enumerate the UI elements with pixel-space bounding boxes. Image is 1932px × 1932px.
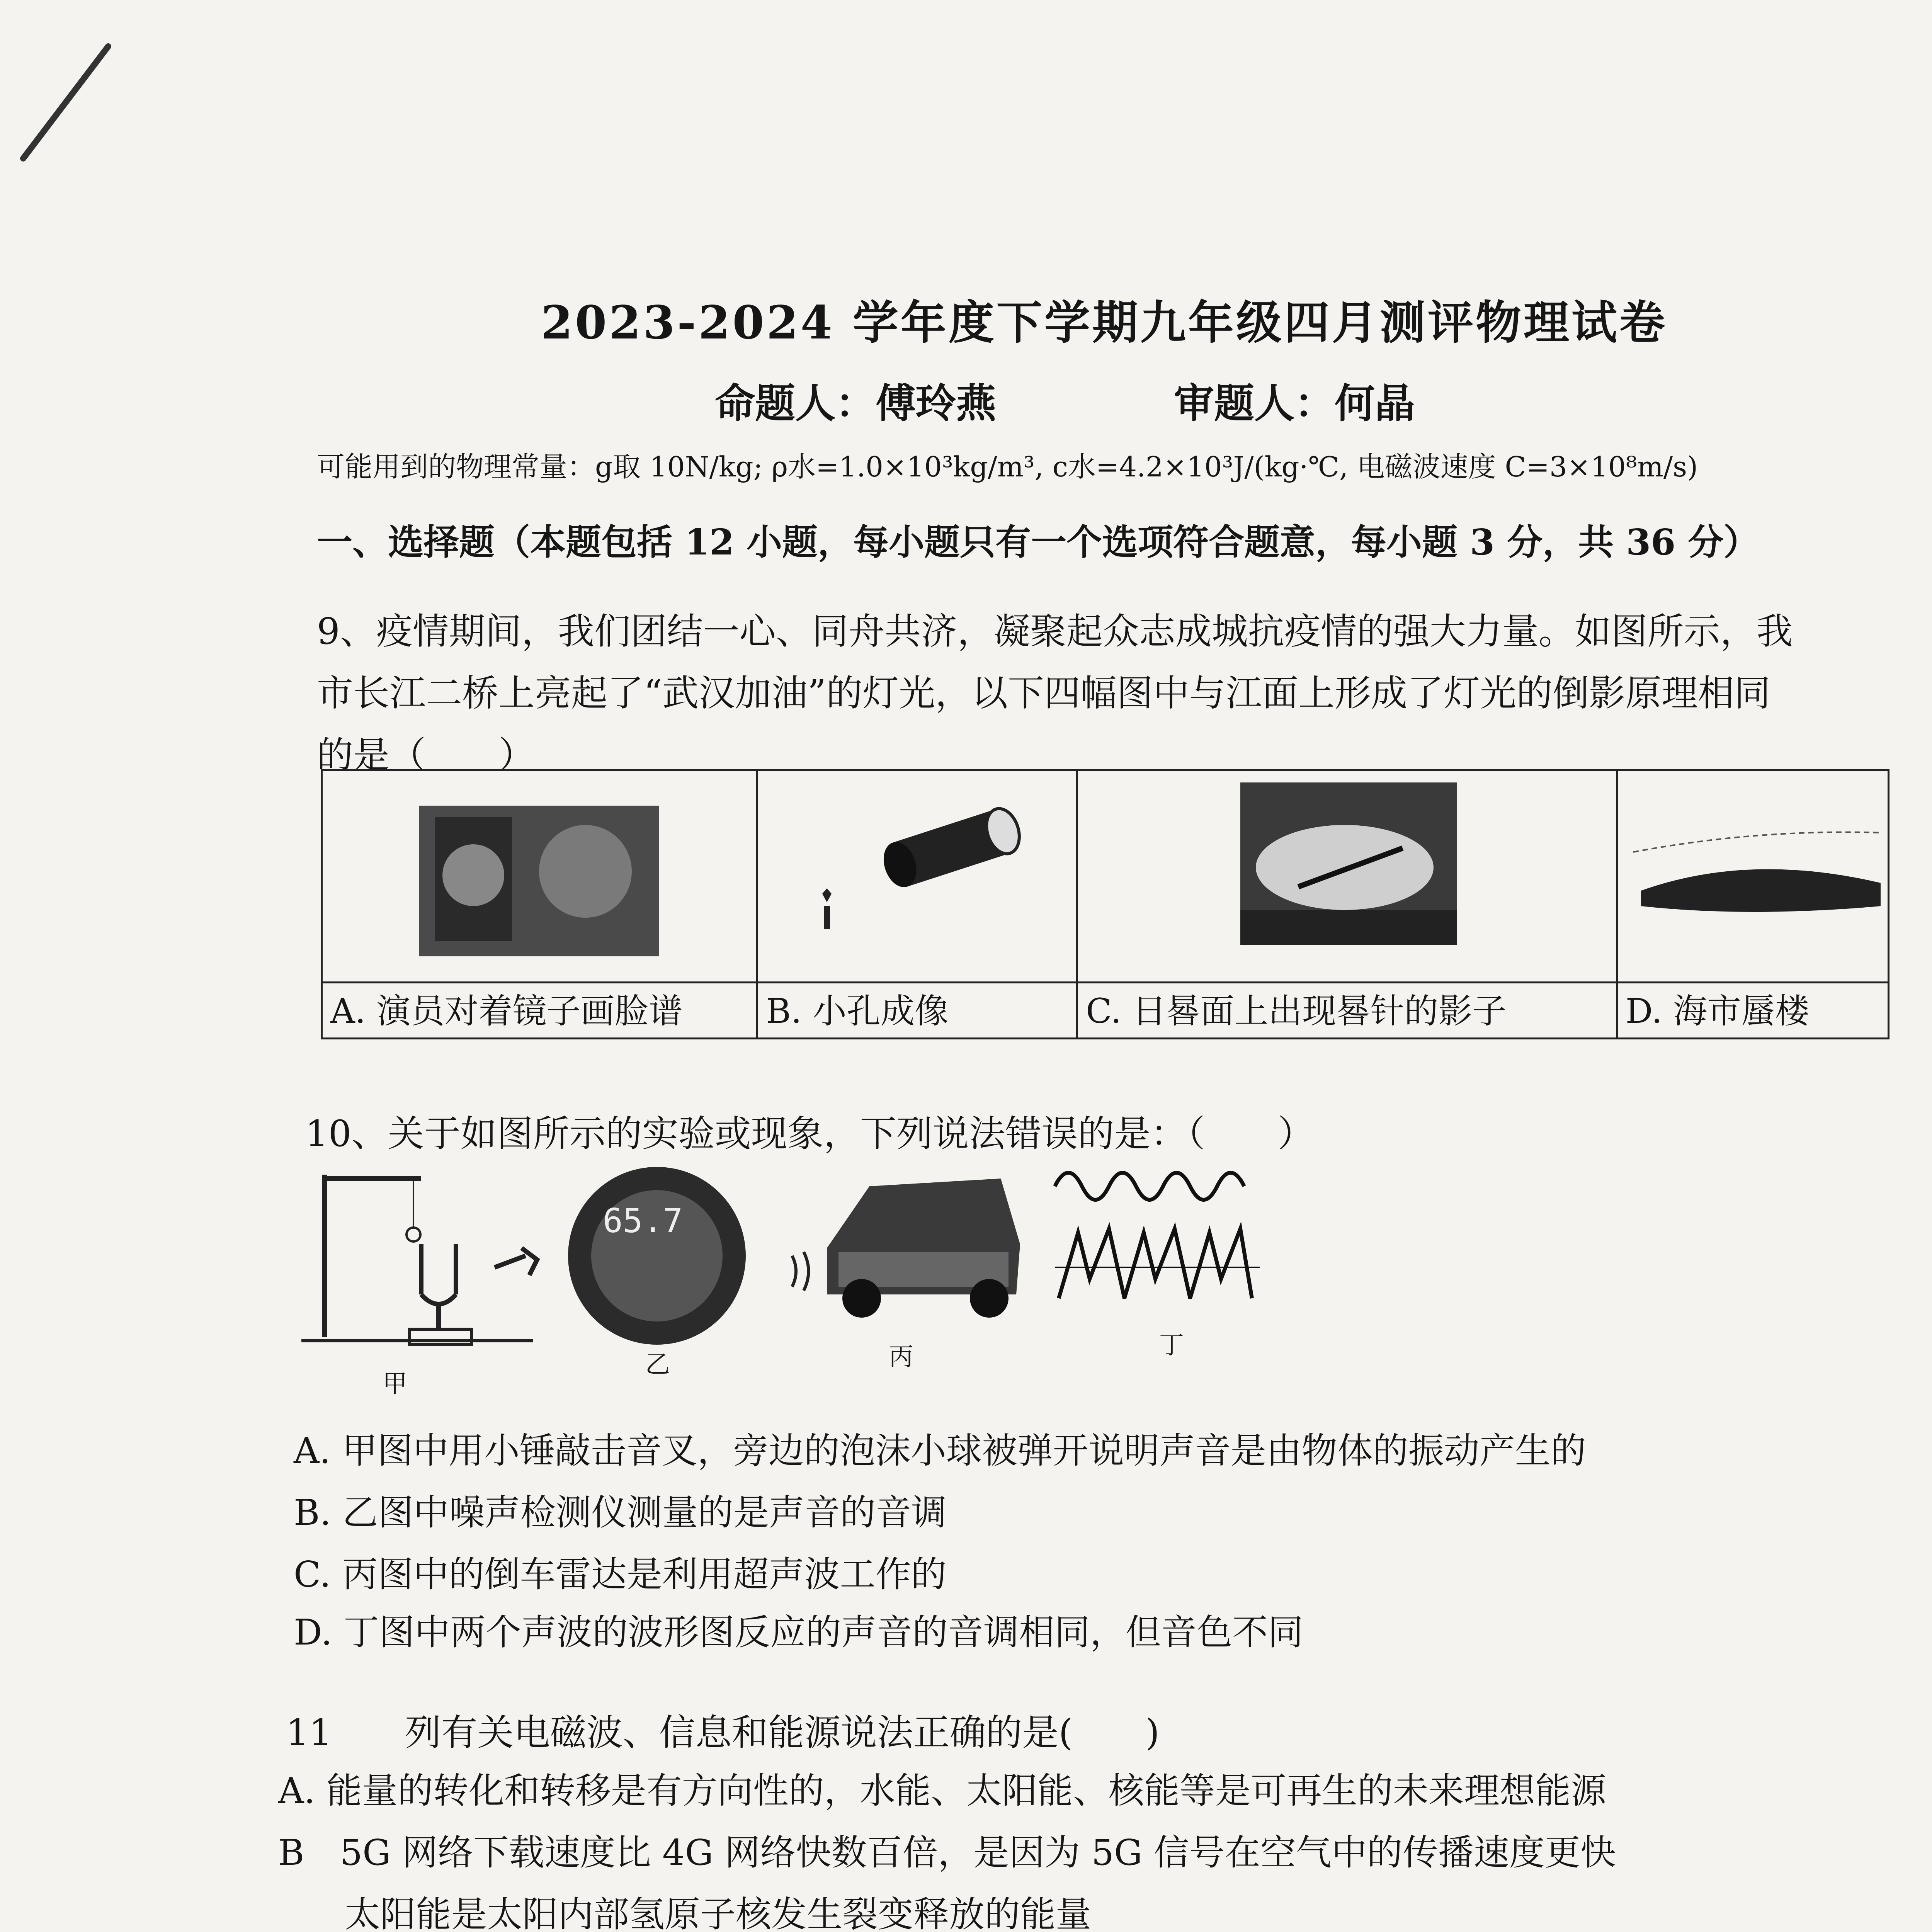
author-line — [715, 371, 1415, 429]
q10-option-a: A. 甲图中用小锤敲击音叉，旁边的泡沫小球被弹开说明声音是由物体的振动产生的 — [294, 1430, 1586, 1471]
q11-stem: 11 列有关电磁波、信息和能源说法正确的是( ) — [286, 1712, 1160, 1754]
q9-line2: 市长江二桥上亮起了“武汉加油”的灯光，以下四幅图中与江面上形成了灯光的倒影原理相同 — [317, 672, 1771, 714]
exam-title: 2023-2024 学年度下学期九年级四月测评物理试卷 — [541, 296, 1667, 349]
fig-label-bing: 丙 — [889, 1343, 913, 1371]
q9-line1: 9、疫情期间，我们团结一心、同舟共济，凝聚起众志成城抗疫情的强大力量。如图所示，我 — [317, 611, 1793, 653]
section-heading: 一、选择题（本题包括 12 小题，每小题只有一个选项符合题意，每小题 3 分，共 36 分） — [317, 521, 1759, 563]
pinhole-camera-drawing — [804, 786, 1052, 949]
q10-option-b: B. 乙图中噪声检测仪测量的是声音的音调 — [294, 1492, 947, 1533]
pen-stroke-mark — [0, 31, 139, 170]
q9-cell-c — [1078, 771, 1618, 1037]
q10-stem: 10、关于如图所示的实验或现象，下列说法错误的是：（ ） — [305, 1113, 1314, 1155]
q9-options-table — [321, 769, 1889, 1039]
fig-label-yi: 乙 — [645, 1350, 670, 1379]
waveform-diagrams — [1051, 1151, 1267, 1321]
physical-constants: 可能用到的物理常量：g取 10N/kg; ρ水=1.0×10³kg/m³, c水=4.2×10³J/(kg·℃, 电磁波速度 C=3×10⁸m/s) — [317, 451, 1698, 483]
fig-label-ding: 丁 — [1159, 1331, 1184, 1360]
q9-cell-b — [758, 771, 1078, 1037]
mirror-photo — [419, 806, 659, 956]
mirage-photo — [1633, 817, 1881, 925]
q11-option-c: 太阳能是太阳内部氢原子核发生裂变释放的能量 — [309, 1894, 1092, 1932]
sundial-photo — [1240, 782, 1457, 945]
q10-option-c: C. 丙图中的倒车雷达是利用超声波工作的 — [294, 1554, 947, 1595]
noise-meter-photo — [553, 1167, 761, 1345]
q9-option-d: D. 海市蜃楼 — [1625, 991, 1810, 1031]
tuning-fork-diagram — [294, 1167, 556, 1368]
q9-line3: 的是（ ） — [317, 734, 535, 776]
q11-option-b: B 5G 网络下载速度比 4G 网络快数百倍，是因为 5G 信号在空气中的传播速度更快 — [278, 1832, 1616, 1873]
q9-cell-d — [1618, 771, 1888, 1037]
reversing-radar-photo — [784, 1167, 1024, 1333]
q9-cell-a — [323, 771, 758, 1037]
fig-label-jia: 甲 — [383, 1370, 407, 1398]
reviewer-name: 审题人：何晶 — [1174, 379, 1415, 427]
q10-option-d: D. 丁图中两个声波的波形图反应的声音的音调相同，但音色不同 — [294, 1612, 1303, 1653]
q9-option-a: A. 演员对着镜子画脸谱 — [330, 991, 683, 1031]
noise-meter-reading: 65.7 — [603, 1202, 683, 1240]
q9-option-b: B. 小孔成像 — [766, 991, 949, 1031]
setter-name: 命题人：傅玲燕 — [715, 379, 997, 427]
q11-option-a: A. 能量的转化和转移是有方向性的，水能、太阳能、核能等是可再生的未来理想能源 — [278, 1770, 1606, 1811]
q9-option-c: C. 日晷面上出现晷针的影子 — [1086, 991, 1507, 1031]
